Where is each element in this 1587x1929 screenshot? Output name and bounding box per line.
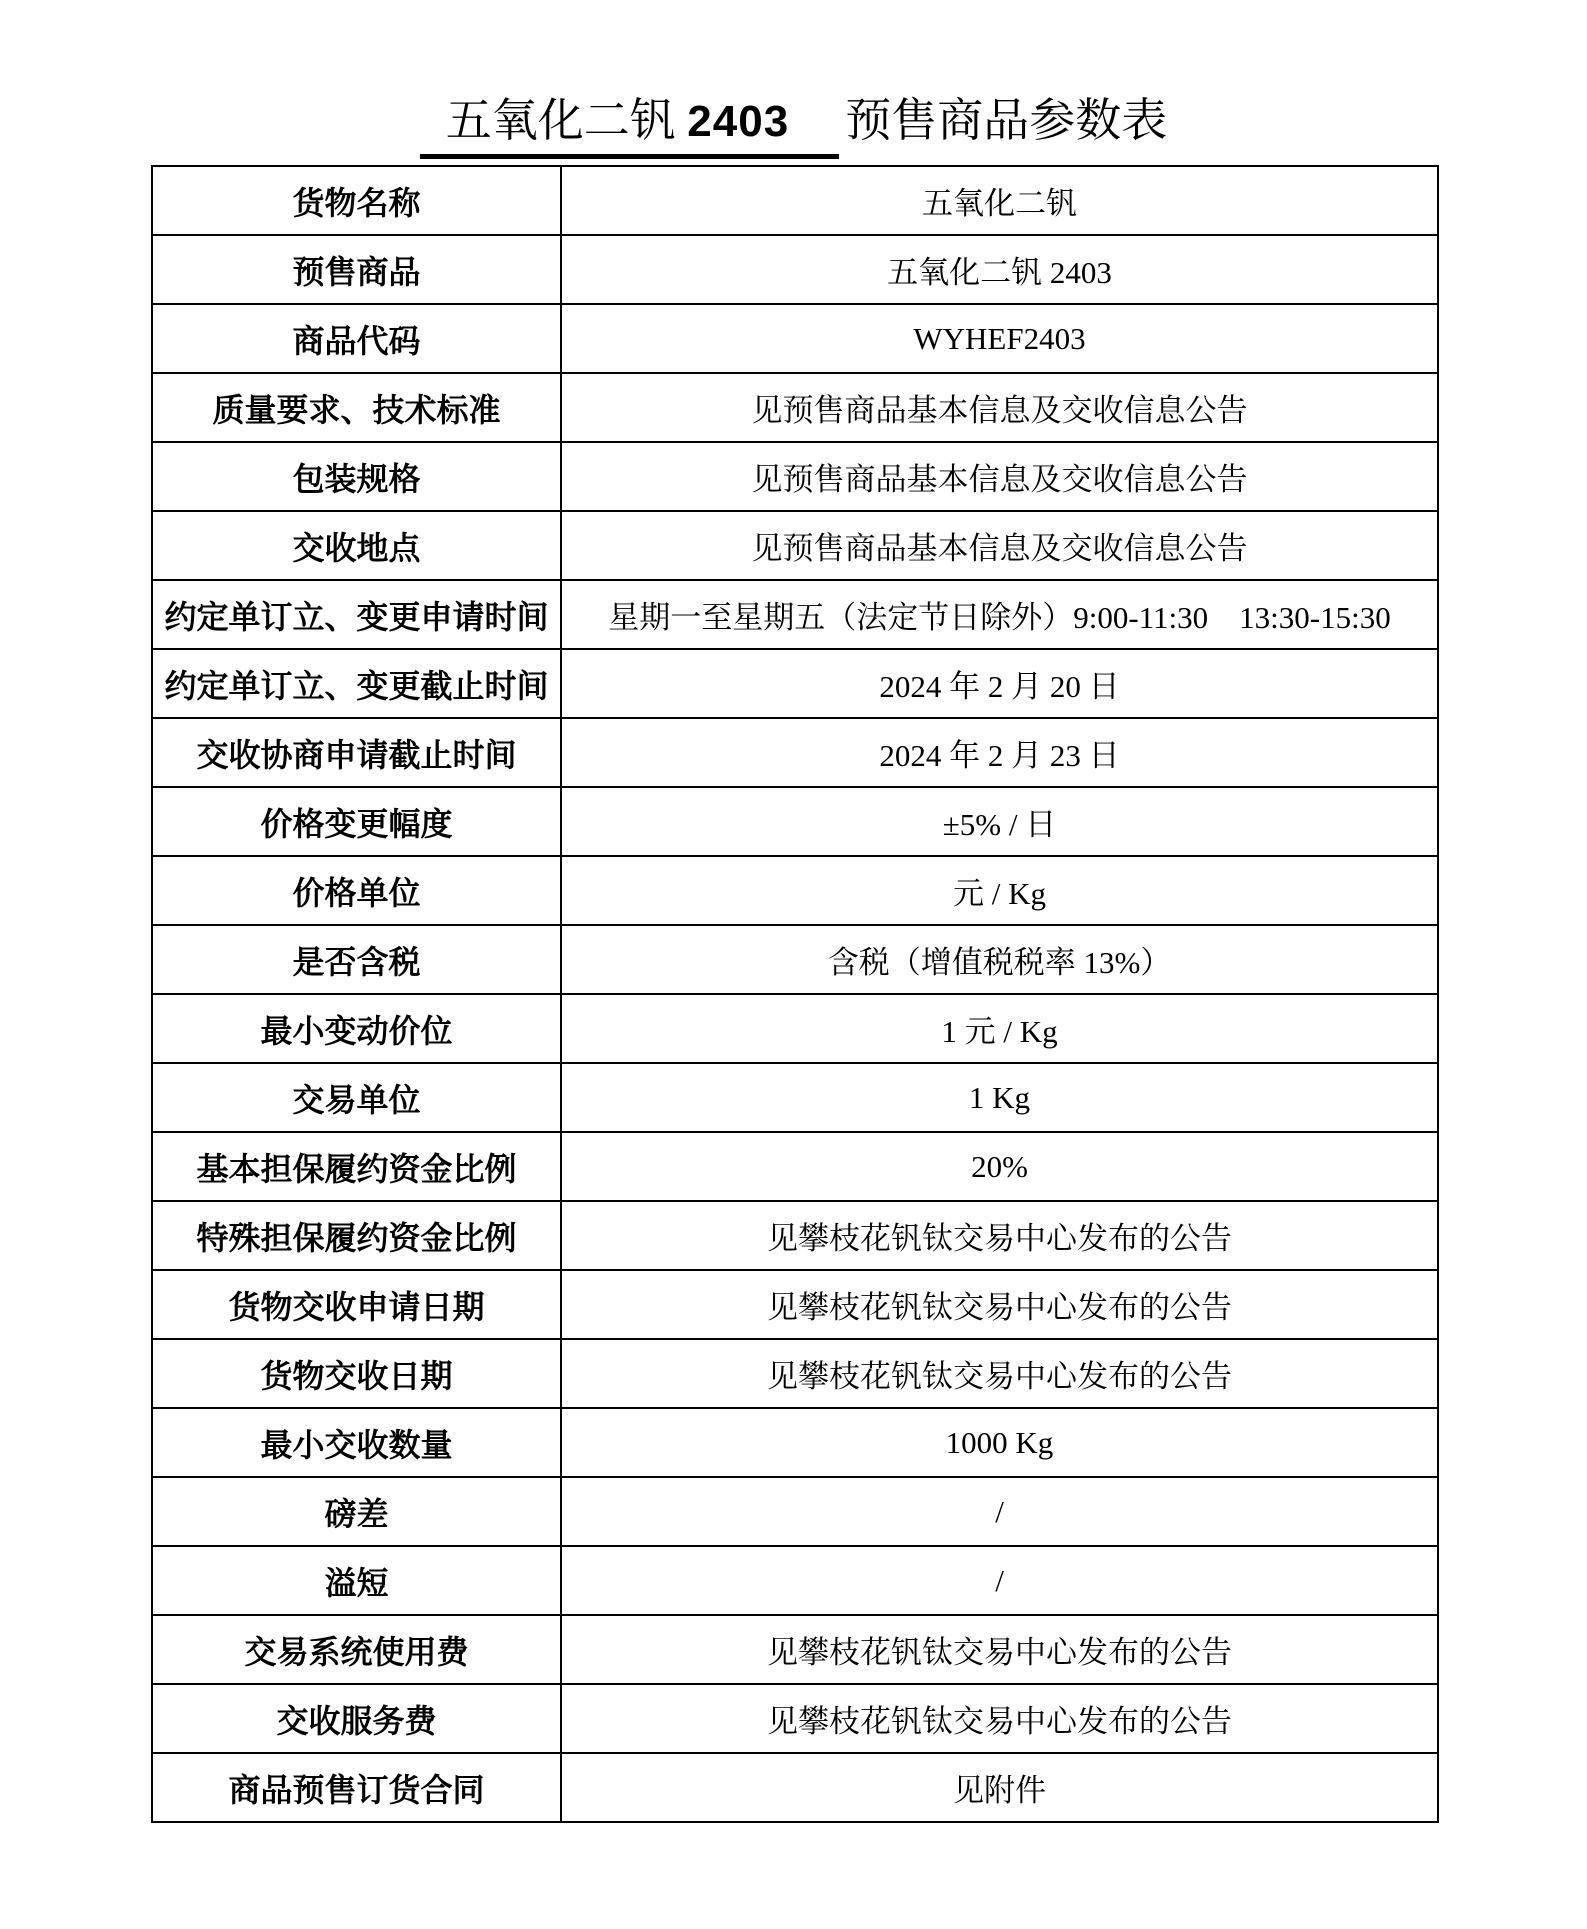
table-row [152, 1063, 1438, 1132]
table-row [152, 1753, 1438, 1822]
param-value: 星期一至星期五（法定节日除外）9:00-11:30 13:30-15:30 [561, 580, 1438, 649]
param-value: 见预售商品基本信息及交收信息公告 [561, 373, 1438, 442]
param-label: 最小交收数量 [152, 1408, 561, 1477]
param-value: 五氧化二钒 2403 [561, 235, 1438, 304]
table-row [152, 925, 1438, 994]
title-product-name: 五氧化二钒 [445, 95, 676, 146]
table-row [152, 1201, 1438, 1270]
param-label: 交收地点 [152, 511, 561, 580]
table-row [152, 649, 1438, 718]
table-row [152, 1684, 1438, 1753]
param-table-body [152, 166, 1438, 1822]
page-title [0, 92, 1587, 159]
param-value: 1 Kg [561, 1063, 1438, 1132]
table-row [152, 787, 1438, 856]
table-row [152, 994, 1438, 1063]
param-label: 预售商品 [152, 235, 561, 304]
param-label: 约定单订立、变更截止时间 [152, 649, 561, 718]
param-label: 包装规格 [152, 442, 561, 511]
param-label: 交收协商申请截止时间 [152, 718, 561, 787]
param-label: 磅差 [152, 1477, 561, 1546]
table-row [152, 718, 1438, 787]
param-label: 货物交收日期 [152, 1339, 561, 1408]
param-table [151, 165, 1439, 1823]
param-value: 见攀枝花钒钛交易中心发布的公告 [561, 1339, 1438, 1408]
param-label: 交收服务费 [152, 1684, 561, 1753]
param-value: 见攀枝花钒钛交易中心发布的公告 [561, 1684, 1438, 1753]
param-value: ±5% / 日 [561, 787, 1438, 856]
param-label: 是否含税 [152, 925, 561, 994]
table-row [152, 511, 1438, 580]
param-value: 见预售商品基本信息及交收信息公告 [561, 442, 1438, 511]
param-value: 见预售商品基本信息及交收信息公告 [561, 511, 1438, 580]
table-row [152, 1477, 1438, 1546]
param-label: 基本担保履约资金比例 [152, 1132, 561, 1201]
param-label: 价格变更幅度 [152, 787, 561, 856]
table-row [152, 1615, 1438, 1684]
param-label: 货物交收申请日期 [152, 1270, 561, 1339]
table-row [152, 580, 1438, 649]
table-row [152, 1132, 1438, 1201]
table-row [152, 1339, 1438, 1408]
param-value: 1000 Kg [561, 1408, 1438, 1477]
table-row [152, 856, 1438, 925]
param-label: 商品代码 [152, 304, 561, 373]
title-underlined-segment [420, 92, 839, 159]
table-row [152, 304, 1438, 373]
title-contract-code: 2403 [687, 97, 790, 146]
param-label: 约定单订立、变更申请时间 [152, 580, 561, 649]
table-row [152, 442, 1438, 511]
param-label: 价格单位 [152, 856, 561, 925]
param-label: 交易单位 [152, 1063, 561, 1132]
table-row [152, 1546, 1438, 1615]
title-suffix: 预售商品参数表 [845, 95, 1168, 146]
param-label: 特殊担保履约资金比例 [152, 1201, 561, 1270]
param-label: 货物名称 [152, 166, 561, 235]
table-row [152, 1408, 1438, 1477]
param-value: / [561, 1546, 1438, 1615]
param-value: 20% [561, 1132, 1438, 1201]
param-value: 2024 年 2 月 20 日 [561, 649, 1438, 718]
table-row [152, 235, 1438, 304]
param-label: 溢短 [152, 1546, 561, 1615]
param-value: 2024 年 2 月 23 日 [561, 718, 1438, 787]
param-value: 见攀枝花钒钛交易中心发布的公告 [561, 1270, 1438, 1339]
param-value: WYHEF2403 [561, 304, 1438, 373]
param-value: 1 元 / Kg [561, 994, 1438, 1063]
param-label: 质量要求、技术标准 [152, 373, 561, 442]
param-value: 元 / Kg [561, 856, 1438, 925]
param-label: 商品预售订货合同 [152, 1753, 561, 1822]
param-label: 最小变动价位 [152, 994, 561, 1063]
param-value: 含税（增值税税率 13%） [561, 925, 1438, 994]
param-value: 见攀枝花钒钛交易中心发布的公告 [561, 1615, 1438, 1684]
param-label: 交易系统使用费 [152, 1615, 561, 1684]
param-value: 见附件 [561, 1753, 1438, 1822]
table-row [152, 1270, 1438, 1339]
param-value: / [561, 1477, 1438, 1546]
param-value: 五氧化二钒 [561, 166, 1438, 235]
table-row [152, 373, 1438, 442]
table-row [152, 166, 1438, 235]
param-value: 见攀枝花钒钛交易中心发布的公告 [561, 1201, 1438, 1270]
